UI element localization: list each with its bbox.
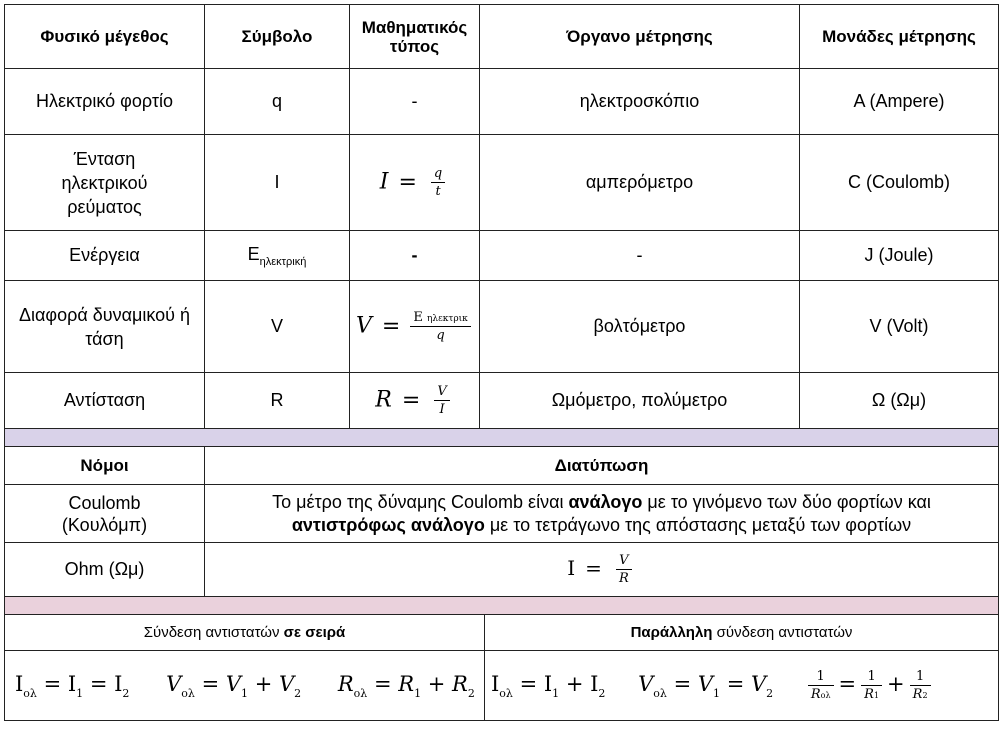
laws-table [4,446,999,615]
pink-band-cell [5,597,999,615]
quantity-cell: Ηλεκτρικό φορτίο [5,69,205,135]
series-resistance-formula: $R_{o\lambda} = R_1 + R_2$ [337,671,475,700]
parallel-current-formula: $I_{o\lambda} = I_1 + I_2$ [491,672,606,700]
symbol-cell: q [205,69,350,135]
quantities-table [4,4,999,447]
series-formulas-cell [5,651,485,721]
instrument-cell: ηλεκτροσκόπιο [480,69,800,135]
formula-cell: R = $\frac{V}{I}$ [350,373,480,429]
header-symbol: Σύμβολο [205,5,350,69]
law-name-cell: Ohm (Ωμ) [5,543,205,597]
instrument-cell: αμπερόμετρο [480,135,800,231]
purple-separator-band [5,429,999,447]
law-statement-cell: Το μέτρο της δύναμης Coulomb είναι ανάλογο με το γινόμενο των δύο φορτίων και αντιστρόφως ανάλογο με το τετράγωνο της απόστασης μεταξύ των φορτίων [205,485,999,543]
instrument-cell: - [480,231,800,281]
symbol-cell: $E_{\eta\lambda\varepsilon\kappa\tau\rho\iota\kappa ή}$ [205,231,350,281]
formula-cell: - [350,69,480,135]
table-row [5,485,999,543]
quantity-cell: Ενέργεια [5,231,205,281]
parallel-header: Παράλληλη σύνδεση αντιστατών [485,615,999,651]
resistor-connections-table [4,614,999,721]
series-voltage-formula: $V_{o\lambda} = V_1 + V_2$ [166,671,302,700]
formula-cell: - [350,231,480,281]
formula-cell: V = $\frac{\text{E ηλεκτρικ}}{q}$ [350,281,480,373]
header-instrument: Όργανο μέτρησης [480,5,800,69]
parallel-resistance-formula: $\frac{1}{\text{Rολ}}$ = $\frac{1}{R1}$ + $\frac{1}{R2}$ [806,672,933,696]
quantities-header-row [5,5,999,69]
table-row [5,69,999,135]
formula-cell: I = $\frac{q}{t}$ [350,135,480,231]
header-quantity: Φυσικό μέγεθος [5,5,205,69]
header-statement: Διατύπωση [205,447,999,485]
unit-cell: Ω (Ωμ) [800,373,999,429]
instrument-cell: βολτόμετρο [480,281,800,373]
series-current-formula: $I_{o\lambda} = I_1 = I_2$ [15,671,130,700]
table-row [5,543,999,597]
parallel-voltage-formula: $V_{o\lambda} = V_1 = V_2$ [638,672,774,700]
connections-header-row [5,615,999,651]
symbol-cell: I [205,135,350,231]
laws-header-row [5,447,999,485]
connections-formulas-row [5,651,999,721]
quantity-cell: Αντίσταση [5,373,205,429]
law-formula-cell: I = $\frac{V}{R}$ [205,543,999,597]
unit-cell: A (Ampere) [800,69,999,135]
table-row [5,231,999,281]
purple-band-cell [5,429,999,447]
symbol-cell: R [205,373,350,429]
parallel-formulas-cell [485,651,999,721]
law-name-cell: Coulomb (Κουλόμπ) [5,485,205,543]
unit-cell: C (Coulomb) [800,135,999,231]
table-row [5,135,999,231]
unit-cell: V (Volt) [800,281,999,373]
quantity-cell: Διαφορά δυναμικού ή τάση [5,281,205,373]
header-laws: Νόμοι [5,447,205,485]
unit-cell: J (Joule) [800,231,999,281]
table-row [5,373,999,429]
table-row [5,281,999,373]
header-unit: Μονάδες μέτρησης [800,5,999,69]
instrument-cell: Ωμόμετρο, πολύμετρο [480,373,800,429]
pink-separator-band [5,597,999,615]
header-formula: Μαθηματικός τύπος [350,5,480,69]
series-header: Σύνδεση αντιστατών σε σειρά [5,615,485,651]
quantity-cell: Ένταση ηλεκτρικού ρεύματος [5,135,205,231]
symbol-cell: V [205,281,350,373]
